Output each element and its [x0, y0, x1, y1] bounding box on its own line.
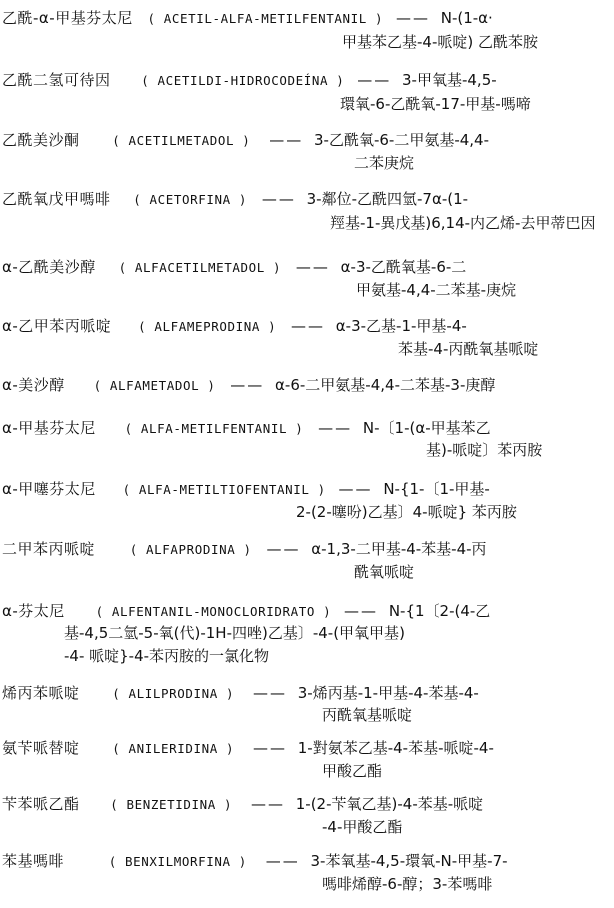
latin-term: ( ANILERIDINA )	[112, 741, 235, 756]
chinese-term: 乙酰二氢可待因	[2, 71, 111, 89]
definition-line: 酰氧哌啶	[354, 563, 415, 581]
definition-line: N-(1-α·	[440, 9, 493, 27]
definition-line: N-{1-〔1-甲基-	[383, 480, 490, 498]
definition-line: 3-烯丙基-1-甲基-4-苯基-4-	[297, 684, 479, 702]
definition-line: N-〔1-(α-甲基苯乙	[362, 419, 491, 437]
definition-line: α-6-二甲氨基-4,4-二苯基-3-庚醇	[275, 376, 496, 394]
definition-line: -4-甲酸乙酯	[322, 818, 403, 836]
definition-line: 3-苯氧基-4,5-環氧-N-甲基-7-	[310, 852, 508, 870]
latin-term: ( ALFAPRODINA )	[129, 542, 252, 557]
definition-line: 1-對氨苯乙基-4-苯基-哌啶-4-	[297, 739, 494, 757]
definition-line: α-3-乙基-1-甲基-4-	[335, 317, 467, 335]
definition-line: α-3-乙酰氧基-6-二	[340, 258, 467, 276]
definition-line: 羥基-1-異戊基)6,14-内乙烯-去甲蒂巴因	[330, 214, 596, 232]
latin-term: ( ALFENTANIL-MONOCLORIDRATO )	[95, 604, 332, 619]
definition-line: 1-(2-苄氧乙基)-4-苯基-哌啶	[295, 795, 484, 813]
latin-term: ( ACETILMETADOL )	[112, 133, 251, 148]
chinese-term: α-甲噻芬太尼	[2, 480, 96, 498]
definition-line: 甲酸乙酯	[322, 762, 383, 780]
separator-dash: ——	[344, 602, 379, 620]
definition-line: 3-鄰位-乙酰四氫-7α-(1-	[306, 190, 469, 208]
latin-term: ( ACETIL-ALFA-METILFENTANIL )	[147, 11, 384, 26]
latin-term: ( ALFA-METILFENTANIL )	[124, 421, 304, 436]
definition-line: 苯基-4-丙酰氧基哌啶	[398, 340, 539, 358]
definition-line: 3-乙酰氧-6-二甲氨基-4,4-	[314, 131, 490, 149]
latin-term: ( ACETILDI-HIDROCODEÍNA )	[141, 73, 345, 88]
separator-dash: ——	[252, 739, 287, 757]
definition-line: -4- 哌啶}-4-苯丙胺的一氯化物	[64, 647, 270, 665]
separator-dash: ——	[338, 480, 373, 498]
definition-line: 甲氨基-4,4-二苯基-庚烷	[356, 281, 517, 299]
latin-term: ( BENZETIDINA )	[110, 797, 233, 812]
separator-dash: ——	[230, 376, 265, 394]
separator-dash: ——	[269, 131, 304, 149]
separator-dash: ——	[266, 540, 301, 558]
latin-term: ( ACETORFINA )	[133, 192, 248, 207]
chinese-term: 烯丙苯哌啶	[2, 684, 80, 702]
latin-term: ( BENXILMORFINA )	[108, 854, 247, 869]
definition-line: 基)-哌啶〕苯丙胺	[426, 441, 543, 459]
chinese-term: 氨苄哌替啶	[2, 739, 80, 757]
separator-dash: ——	[395, 9, 430, 27]
latin-term: ( ALILPRODINA )	[112, 686, 235, 701]
separator-dash: ——	[252, 684, 287, 702]
latin-term: ( ALFAMEPRODINA )	[138, 319, 277, 334]
definition-line: 嗎啡烯醇-6-醇；3-苯嗎啡	[322, 875, 493, 893]
chinese-term: α-甲基芬太尼	[2, 419, 96, 437]
separator-dash: ——	[291, 317, 326, 335]
definition-line: 丙酰氧基哌啶	[322, 706, 413, 724]
definition-line: 基-4,5二氫-5-氧(代)-1H-四唑)乙基〕-4-(甲氧甲基)	[64, 624, 405, 642]
chinese-term: α-美沙醇	[2, 376, 65, 394]
chinese-term: 乙酰美沙酮	[2, 131, 80, 149]
definition-line: 環氧-6-乙酰氧-17-甲基-嗎啼	[340, 95, 531, 113]
separator-dash: ——	[265, 852, 300, 870]
separator-dash: ——	[295, 258, 330, 276]
chinese-term: 乙酰氧戊甲嗎啡	[2, 190, 111, 208]
definition-line: 甲基苯乙基-4-哌啶) 乙酰苯胺	[342, 33, 538, 51]
definition-line: 2-(2-噻吩)乙基〕4-哌啶} 苯丙胺	[296, 503, 517, 521]
definition-line: α-1,3-二甲基-4-苯基-4-丙	[311, 540, 487, 558]
separator-dash: ——	[261, 190, 296, 208]
separator-dash: ——	[250, 795, 285, 813]
chinese-term: 二甲苯丙哌啶	[2, 540, 96, 558]
chinese-term: α-芬太尼	[2, 602, 65, 620]
definition-line: 二苯庚烷	[354, 154, 415, 172]
chinese-term: 乙酰-α-甲基芬太尼	[2, 9, 133, 27]
separator-dash: ——	[357, 71, 392, 89]
chinese-term: 苄苯哌乙酯	[2, 795, 80, 813]
chinese-term: α-乙甲苯丙哌啶	[2, 317, 112, 335]
latin-term: ( ALFACETILMETADOL )	[118, 260, 282, 275]
latin-term: ( ALFA-METILTIOFENTANIL )	[122, 482, 326, 497]
chinese-term: 苯基嗎啡	[2, 852, 65, 870]
definition-line: 3-甲氧基-4,5-	[402, 71, 497, 89]
separator-dash: ——	[318, 419, 353, 437]
definition-line: N-{1〔2-(4-乙	[388, 602, 491, 620]
latin-term: ( ALFAMETADOL )	[93, 378, 216, 393]
chinese-term: α-乙酰美沙醇	[2, 258, 96, 276]
